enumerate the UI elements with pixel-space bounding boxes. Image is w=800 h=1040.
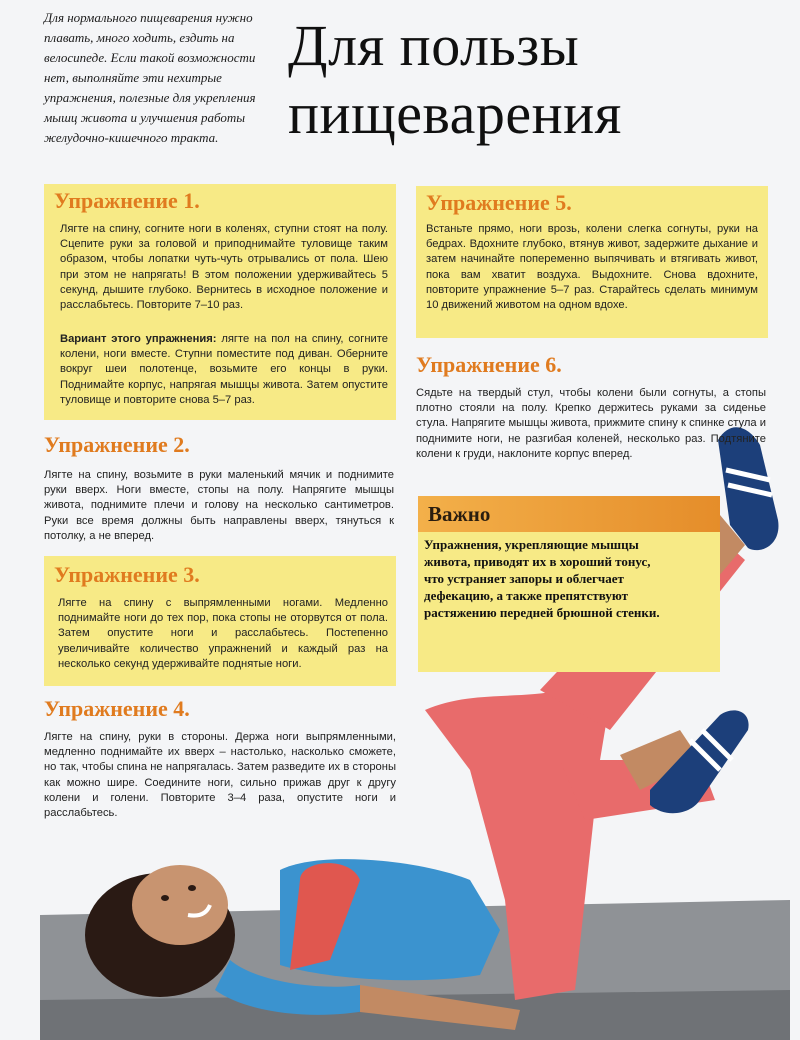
exercise-6-heading: Упражнение 6. xyxy=(416,352,562,377)
exercise-3-heading: Упражнение 3. xyxy=(54,562,200,587)
exercise-2-heading: Упражнение 2. xyxy=(44,432,190,457)
exercise-6-text: Сядьте на твердый стул, чтобы колени были согнуты, а стопы плотно стояли на полу. Крепко держитесь руками за сиденье стула. Напрягите мышцы живота, прижмите спину к спинке стула и поднимите ноги, не разгибая коленей, несколько раз. Подтяните колени к груди, наклоните корпус вперед. xyxy=(416,387,766,460)
intro-text: Для нормального пищеварения нужно плавать, много ходить, ездить на велосипеде. Если такой возможности нет, выполняйте эти нехитрые упражнения, полезные для укрепления мышц живота и улучшения работы желудочно-кишечного тракта. xyxy=(44,10,256,145)
title-line-2: пищеварения xyxy=(288,81,622,146)
exercise-5-text: Встаньте прямо, ноги врозь, колени слегка согнуты, руки на бедрах. Вдохните глубоко, втянув живот, задержите дыхание и затем начинайте попеременно выпячивать и втягивать живот, пока вам хватит воздуха. Выдохните. Снова вдохните, повторите упражнение 5–7 раз. Старайтесь сделать минимум 10 движений животом на одном вдохе. xyxy=(426,223,758,312)
face xyxy=(132,865,228,945)
page-title xyxy=(288,12,788,148)
important-heading: Важно xyxy=(428,502,491,526)
exercise-3-text: Лягте на спину с выпрямленными ногами. Медленно поднимайте ноги до тех пор, пока стопы не оторвутся от пола. Затем опустите ноги и расслабьтесь. Постепенно увеличивайте количество упражнений и каждый раз на несколько секунд удерживайте поднятые ноги. xyxy=(58,597,388,670)
variant-label: Вариант этого упражнения: xyxy=(60,333,217,345)
exercise-2-text: Лягте на спину, возьмите в руки маленький мячик и поднимите руки вверх. Ноги вместе, стопы на полу. Напрягите мышцы живота, поднимите плечи и голову на несколько сантиметров. Руки все время должны быть направлены вверх, тянуться к потолку, а не вперед. xyxy=(44,469,394,542)
important-text: Упражнения, укрепляющие мышцы живота, приводят их в хороший тонус, что устраняет запоры и облегчает дефекацию, а также препятствуют растяжению передней брюшной стенки. xyxy=(424,537,660,620)
title-line-1: Для пользы xyxy=(288,13,580,78)
exercise-1-variant xyxy=(60,332,388,408)
exercise-5-heading: Упражнение 5. xyxy=(426,190,572,215)
exercise-4-text: Лягте на спину, руки в стороны. Держа ноги выпрямленными, медленно поднимайте их вверх – настолько, насколько сможете, но так, чтобы спина не напрягалась. Затем разведите их в стороны как можно шире. Соедините ноги, сильно прижав друг к другу колени и голени. Повторите 3–4 раза, опустите ноги и расслабьтесь. xyxy=(44,731,396,820)
important-header xyxy=(418,496,720,532)
exercise-4-heading: Упражнение 4. xyxy=(44,696,190,721)
exercise-1-heading: Упражнение 1. xyxy=(54,188,200,213)
variant-text: лягте на пол на спину, согните колени, ноги вместе. Ступни поместите под диван. Оберните вокруг шеи полотенце, возьмите его концы в руки. Поднимайте корпус, напрягая мышцы живота. Затем опустите туловище и повторите снова 5–7 раз. xyxy=(60,333,389,406)
exercise-1-text: Лягте на спину, согните ноги в коленях, ступни стоят на полу. Сцепите руки за головой и приподнимайте туловище таким образом, чтобы лопатки чуть-чуть отрывались от пола. Шею при этом не напрягать! В этом положении удерживайтесь 5 секунд, дышите глубоко. Вернитесь в исходное положение и расслабьтесь. Повторите 7–10 раз. xyxy=(60,223,388,312)
